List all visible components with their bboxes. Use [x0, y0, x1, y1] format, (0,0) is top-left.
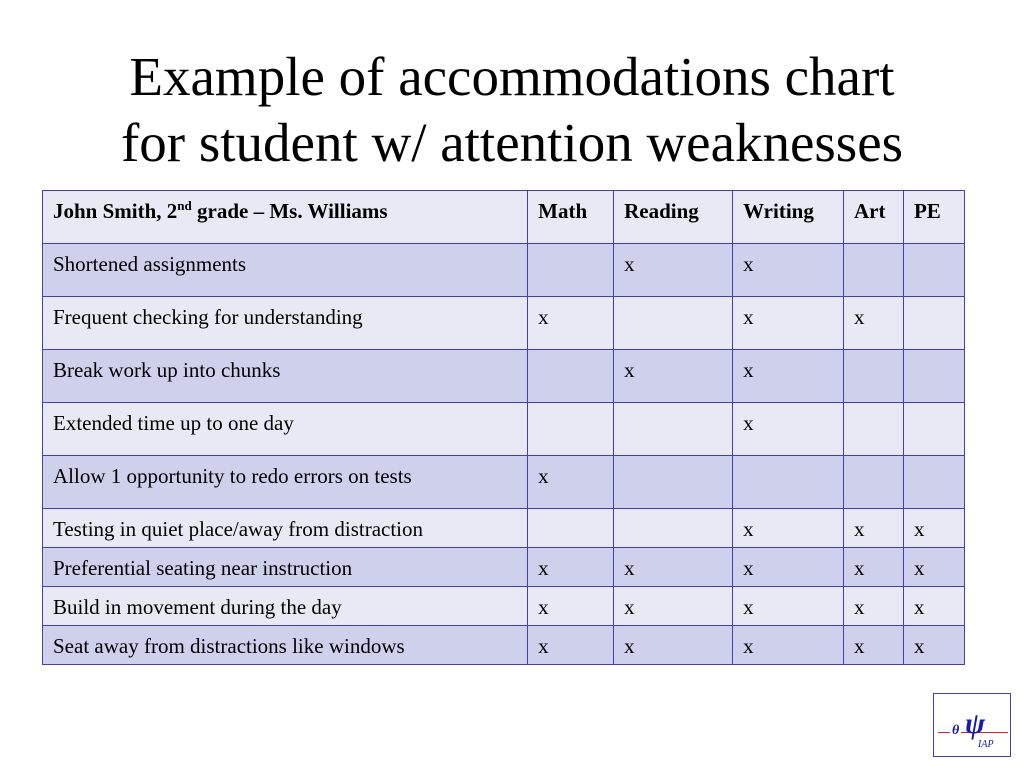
table-row — [43, 456, 965, 509]
mark-cell-reading: x — [614, 244, 733, 297]
table-row — [43, 548, 965, 587]
mark-cell-reading: x — [614, 587, 733, 626]
mark-cell-art: x — [844, 626, 904, 665]
slide-title-line-2: for student w/ attention weaknesses — [120, 112, 904, 173]
subject-header-writing: Writing — [733, 191, 844, 244]
mark-cell-pe — [903, 403, 964, 456]
mark-cell-pe: x — [903, 509, 964, 548]
mark-cell-writing: x — [733, 548, 844, 587]
mark-cell-pe — [903, 297, 964, 350]
table-row — [43, 350, 965, 403]
accommodation-label: Build in movement during the day — [43, 587, 528, 626]
accommodation-label: Frequent checking for understanding — [43, 297, 528, 350]
mark-cell-math — [528, 350, 614, 403]
mark-cell-pe — [903, 244, 964, 297]
table-row — [43, 244, 965, 297]
mark-cell-pe — [903, 456, 964, 509]
accommodation-label: Preferential seating near instruction — [43, 548, 528, 587]
slide-title-line-1: Example of accommodations chart — [129, 46, 895, 107]
mark-cell-math — [528, 403, 614, 456]
table-row — [43, 587, 965, 626]
mark-cell-art — [844, 244, 904, 297]
mark-cell-reading: x — [614, 548, 733, 587]
student-header-cell — [43, 191, 528, 244]
mark-cell-art — [844, 456, 904, 509]
accommodation-label: Allow 1 opportunity to redo errors on tests — [43, 456, 528, 509]
mark-cell-writing: x — [733, 350, 844, 403]
table-row — [43, 403, 965, 456]
mark-cell-reading — [614, 456, 733, 509]
mark-cell-art — [844, 350, 904, 403]
table-row — [43, 297, 965, 350]
mark-cell-writing: x — [733, 403, 844, 456]
subject-header-math: Math — [528, 191, 614, 244]
mark-cell-math: x — [528, 626, 614, 665]
mark-cell-math — [528, 244, 614, 297]
table-row — [43, 509, 965, 548]
mark-cell-art: x — [844, 587, 904, 626]
mark-cell-writing: x — [733, 626, 844, 665]
subject-header-art: Art — [844, 191, 904, 244]
mark-cell-pe — [903, 350, 964, 403]
mark-cell-pe: x — [903, 626, 964, 665]
psi-icon: ψ — [965, 707, 986, 740]
theta-icon: θ — [952, 723, 960, 738]
mark-cell-writing: x — [733, 509, 844, 548]
mark-cell-pe: x — [903, 587, 964, 626]
mark-cell-reading — [614, 297, 733, 350]
accommodation-label: Extended time up to one day — [43, 403, 528, 456]
mark-cell-art: x — [844, 297, 904, 350]
slide-title — [0, 44, 1024, 176]
mark-cell-math: x — [528, 297, 614, 350]
mark-cell-writing: x — [733, 244, 844, 297]
accommodation-label: Shortened assignments — [43, 244, 528, 297]
mark-cell-math: x — [528, 548, 614, 587]
student-teacher: grade – Ms. Williams — [191, 199, 388, 223]
student-grade-suffix: nd — [177, 198, 192, 213]
logo-text: IAP — [978, 739, 994, 750]
mark-cell-writing — [733, 456, 844, 509]
accommodation-label: Break work up into chunks — [43, 350, 528, 403]
mark-cell-reading: x — [614, 626, 733, 665]
mark-cell-math: x — [528, 587, 614, 626]
mark-cell-art: x — [844, 509, 904, 548]
accommodation-label: Testing in quiet place/away from distraction — [43, 509, 528, 548]
mark-cell-writing: x — [733, 297, 844, 350]
accommodations-table — [42, 190, 965, 665]
iap-logo — [933, 693, 1011, 757]
table-header-row — [43, 191, 965, 244]
accommodation-label: Seat away from distractions like windows — [43, 626, 528, 665]
mark-cell-art: x — [844, 548, 904, 587]
mark-cell-math — [528, 509, 614, 548]
mark-cell-math: x — [528, 456, 614, 509]
subject-header-reading: Reading — [614, 191, 733, 244]
mark-cell-reading — [614, 403, 733, 456]
subject-header-pe: PE — [903, 191, 964, 244]
student-name: John Smith, 2 — [53, 199, 178, 223]
mark-cell-pe: x — [903, 548, 964, 587]
mark-cell-writing: x — [733, 587, 844, 626]
mark-cell-reading: x — [614, 350, 733, 403]
mark-cell-reading — [614, 509, 733, 548]
mark-cell-art — [844, 403, 904, 456]
table-row — [43, 626, 965, 665]
